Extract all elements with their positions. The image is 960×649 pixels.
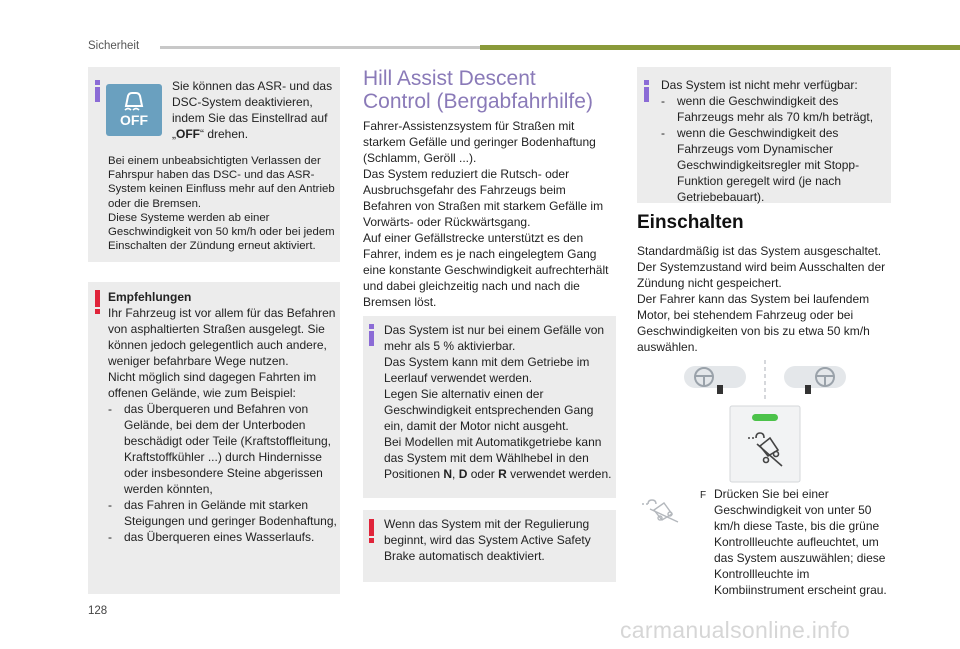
- list-item: - das Fahren in Gelände mit starken Steigungen und geringer Bodenhaftung,: [108, 498, 337, 528]
- section-heading: Einschalten: [637, 212, 744, 233]
- info-icon: [369, 324, 374, 346]
- recommendations-block: [108, 289, 338, 545]
- list-item: - das Überqueren und Befahren von Gelände, bei dem der Unterboden beschädigt oder Teile (Kraftstoffleitung, Kraftstoffkühler ...) durch Hindernisse oder insbesondere Steine abgerissen werden könnten,: [108, 402, 332, 496]
- einschalten-text: Standardmäßig ist das System ausgeschaltet. Der Systemzustand wird beim Ausschalten der Zündung nicht gespeichert. Der Fahrer kann das System bei laufendem Motor, bei stehendem Fahrzeug oder bei Geschwindigkeiten von bis zu etwa 50 km/h auswählen.: [637, 244, 886, 354]
- dsc-off-note: Bei einem unbeabsichtigten Verlassen der Fahrspur haben das DSC- und das ASR-System keinen Einfluss mehr auf den Antrieb oder die Bremsen. Diese Systeme werden ab einer Geschwindigkeit von 50 km/h oder bei jedem Einschalten der Zündung erneut aktiviert.: [108, 155, 335, 253]
- availability-block: Das System ist nicht mehr verfügbar: - wenn die Geschwindigkeit des Fahrzeugs mehr als 70 km/h beträgt, - wenn die Geschwindigkeit des Fahrzeugs vom Dynamischer Geschwindigkeitsregler mit Stopp-Funktion geregelt wird (je nach Getriebebauart).: [661, 77, 889, 205]
- list-item: - das Überqueren eines Wasserlaufs.: [108, 530, 315, 544]
- page-number: 128: [88, 605, 108, 617]
- dsc-off-instruction: Sie können das ASR- und das DSC-System deaktivieren, indem Sie das Einstellrad auf „OFF“ drehen.: [172, 79, 333, 141]
- hadc-warning-text: Wenn das System mit der Regulierung beginnt, wird das System Active Safety Brake automatisch deaktiviert.: [384, 517, 591, 563]
- dsc-off-icon: OFF: [106, 84, 162, 136]
- watermark: carmanualsonline.info: [620, 617, 851, 643]
- hill-descent-icon: [640, 498, 682, 524]
- dashboard-illustration: [672, 356, 858, 486]
- list-item: - wenn die Geschwindigkeit des Fahrzeugs vom Dynamischer Geschwindigkeitsregler mit Stopp-Funktion geregelt wird (je nach Getriebebauart).: [661, 126, 860, 204]
- hadc-intro: Fahrer-Assistenzsystem für Straßen mit starkem Gefälle und geringer Bodenhaftung (Schlamm, Geröll ...). Das System reduziert die Rutsch- oder Ausbruchsgefahr des Fahrzeugs beim Befahren von Straßen mit starkem Gefälle im Vorwärts- oder Rückwärtsgang. Auf einer Gefällstrecke unterstützt es den Fahrer, indem es je nach eingelegtem Gang eine konstante Geschwindigkeit aufrechterhält und dabei gleichzeitig nach und nach die Bremsen löst.: [363, 119, 609, 309]
- header-rule-green: [480, 45, 960, 50]
- recommendations-text: Ihr Fahrzeug ist vor allem für das Befahren von asphaltierten Straßen ausgelegt. Sie können jedoch gelegentlich auch andere, weniger befahrbare Wege nutzen. Nicht möglich sind dagegen Fahrten im offenen Gelände, wie zum Beispiel:: [108, 306, 336, 400]
- hadc-info-text: Das System ist nur bei einem Gefälle von mehr als 5 % aktivierbar. Das System kann mit dem Getriebe im Leerlauf verwendet werden. Legen Sie alternativ einen der Geschwindigkeit entsprechenden Gang ein, damit der Motor nicht ausgeht. Bei Modellen mit Automatikgetriebe kann das System mit dem Wählhebel in den Positionen N, D oder R verwendet werden.: [384, 323, 612, 481]
- list-item: - wenn die Geschwindigkeit des Fahrzeugs mehr als 70 km/h beträgt,: [661, 94, 874, 124]
- warning-icon: [369, 519, 374, 543]
- info-icon: [95, 80, 100, 102]
- section-title: Sicherheit: [88, 40, 140, 52]
- warning-icon: [95, 290, 100, 314]
- header-rule-grey: [160, 46, 480, 49]
- activation-instruction: Drücken Sie bei einer Geschwindigkeit von unter 50 km/h diese Taste, bis die grüne Kontrollleuchte aufleuchtet, um das System auszuwählen; diese Kontrollleuchte im Kombiinstrument erscheint grau.: [714, 487, 887, 597]
- recommendations-title: Empfehlungen: [108, 290, 192, 304]
- page-title: Hill Assist Descent Control (Bergabfahrhilfe): [363, 67, 593, 113]
- info-icon: [644, 80, 649, 102]
- pointer-bullet-icon: F: [700, 490, 707, 501]
